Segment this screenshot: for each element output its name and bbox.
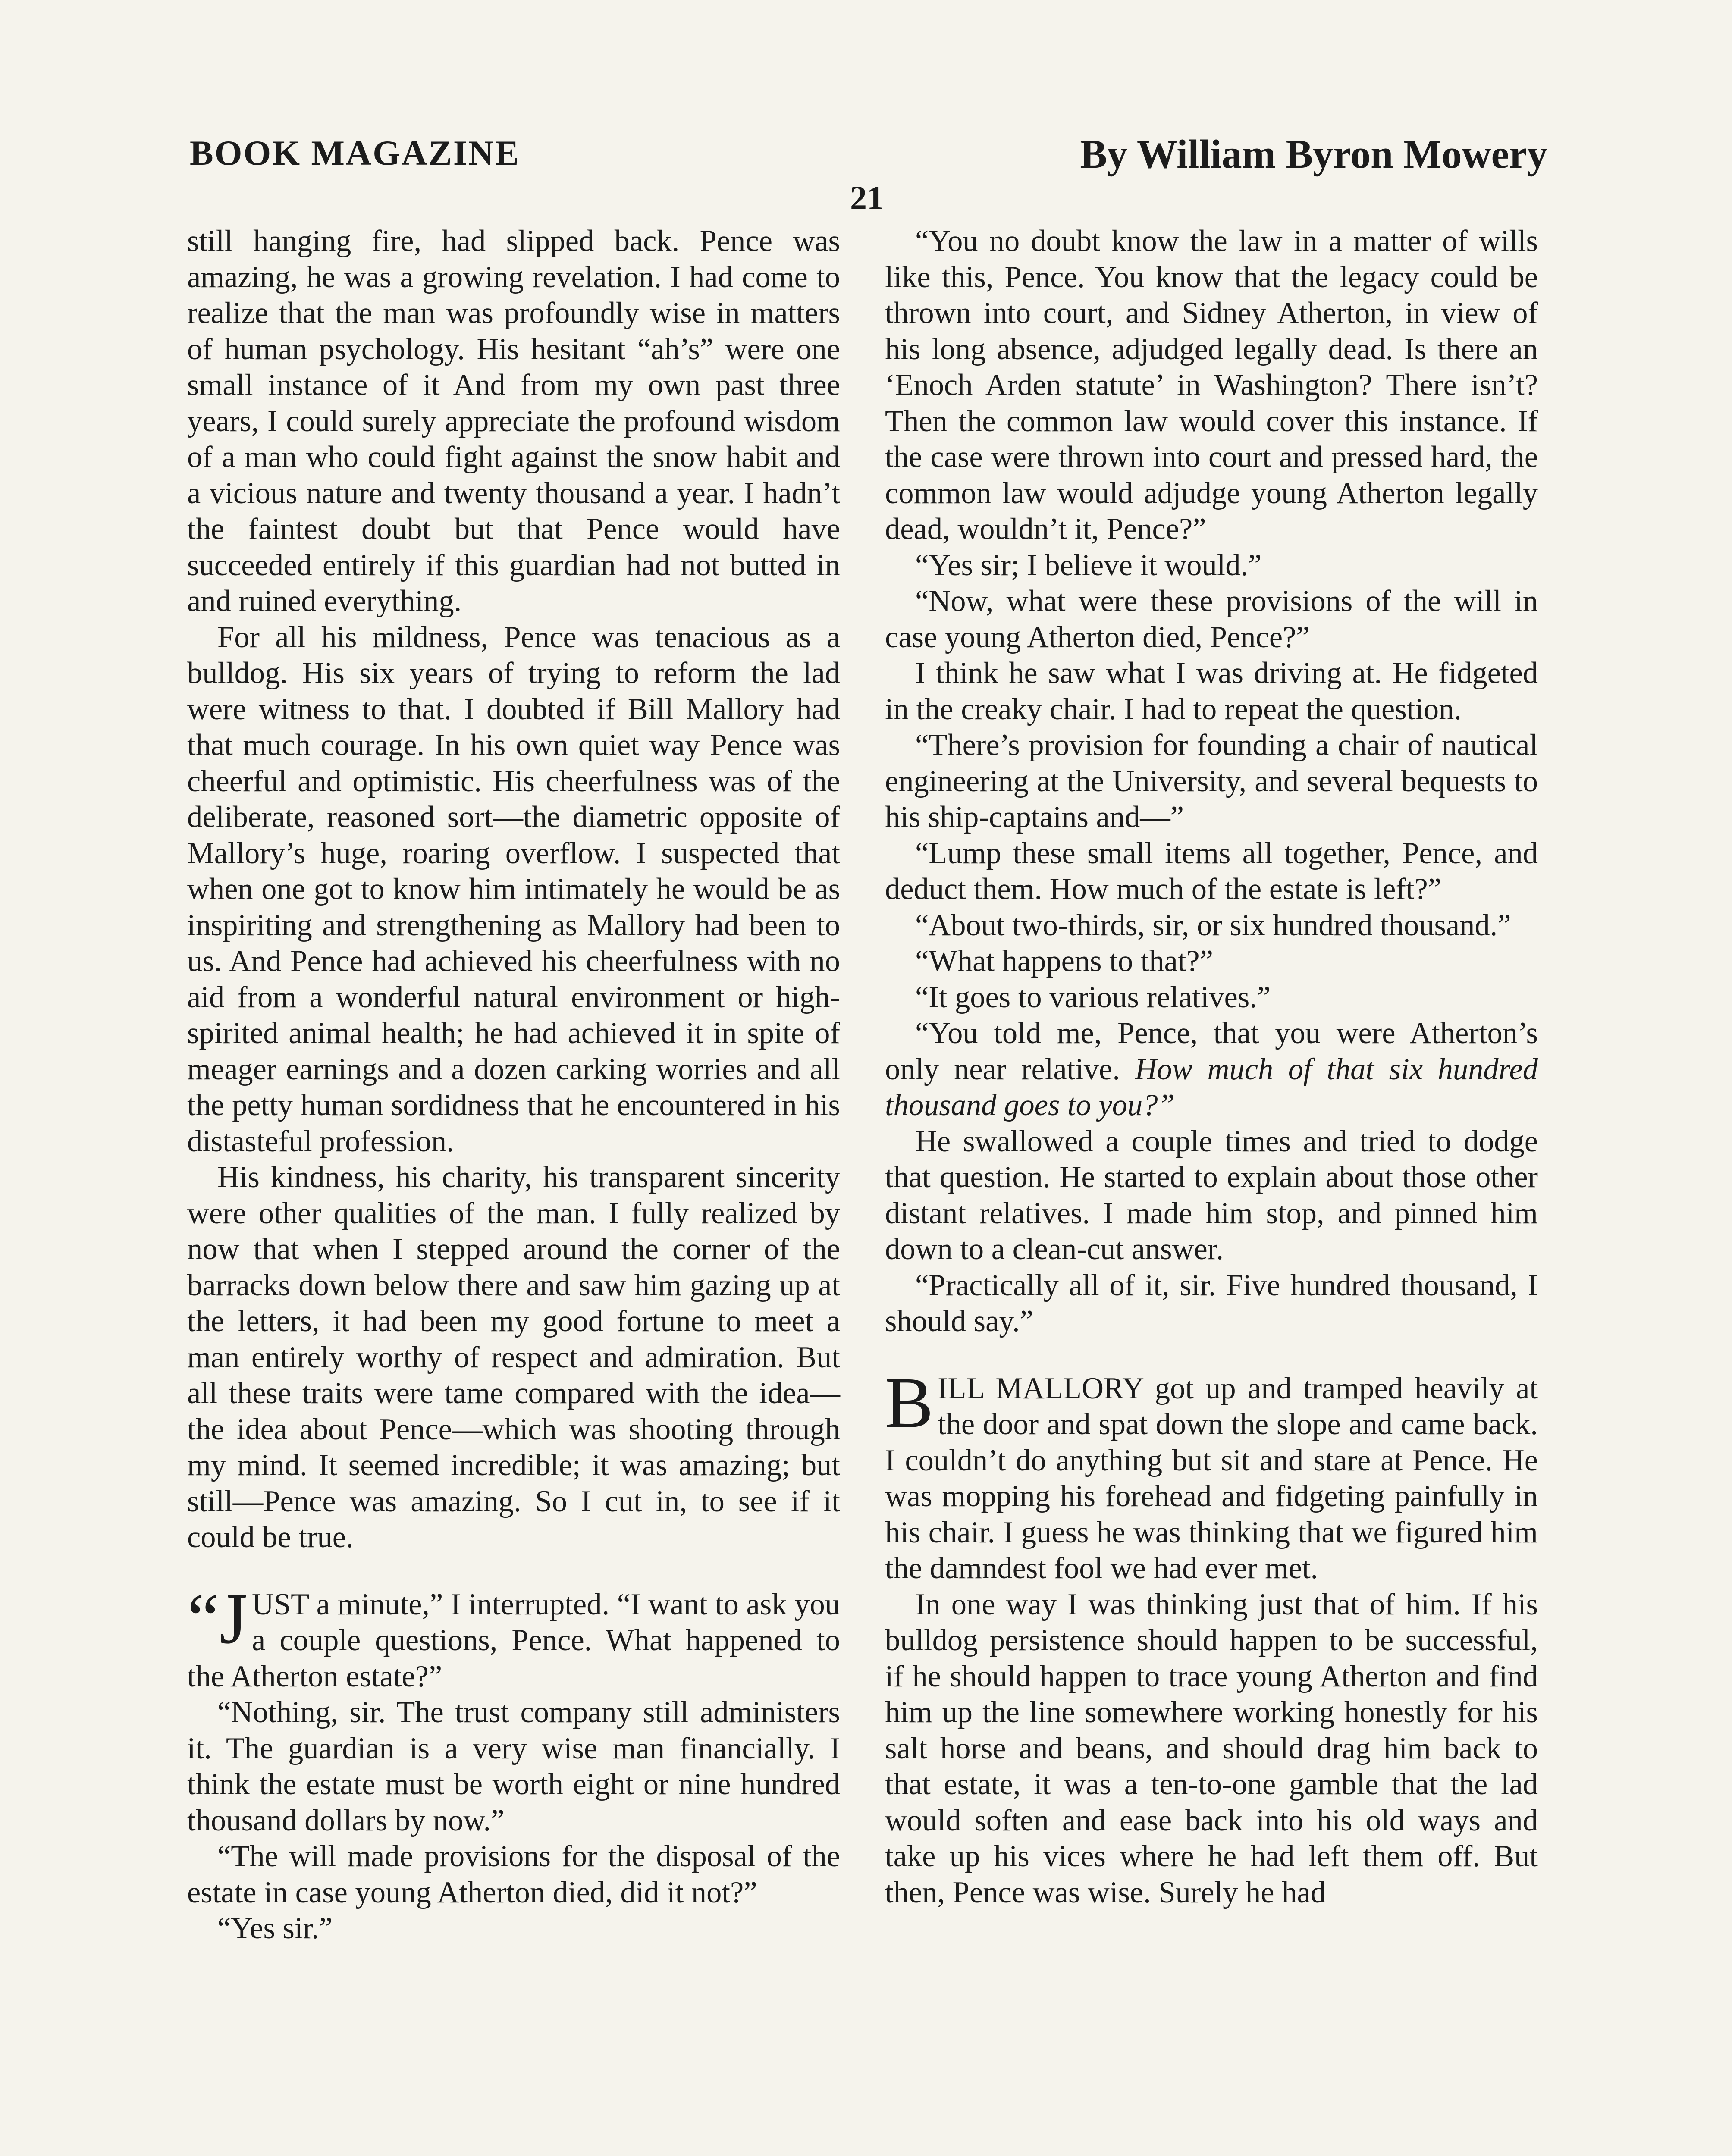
drop-cap: “J [187,1578,248,1659]
paragraph: still hanging fire, had slipped back. Pence was amazing, he was a growing revelation. I had come to realize that the man was profoundly wise in matters of human psychology. His hesitant “ah’s” were one small instance of it And from my own past three years, I could surely appreciate the profound wisdom of a man who could fight against the snow habit and a vicious nature and twenty thousand a year. I hadn’t the faintest doubt but that Pence would have succeeded entirely if this guardian had not butted in and ruined everything. [187,224,840,618]
publication-name: BOOK MAGAZINE [190,133,520,172]
paragraph: “What happens to that?” [915,944,1213,978]
paragraph: “There’s provision for founding a chair of nautical engineering at the University, and several bequests to his ship-captains and—” [885,728,1538,834]
paragraph: “About two-thirds, sir, or six hundred thousand.” [915,908,1511,942]
paragraph-text: ILL MALLORY got up and tramped heavily at the door and spat down the slope and came back. I couldn’t do anything but sit and stare at Pence. He was mopping his forehead and fidgeting painfully in his chair. I guess he was thinking that we figured him the damndest fool we had ever met. [885,1371,1538,1585]
paragraph-dropcap [885,1362,1538,1587]
paragraph [885,1015,1538,1124]
paragraph: In one way I was thinking just that of him. If his bulldog persistence should happen to be successful, if he should happen to trace young Atherton and find him up the line somewhere working honestly for his salt horse and beans, and should drag him back to that estate, it was a ten-to-one gamble that the lad would soften and ease back into his old ways and take up his vices where he had left them off. But then, Pence was wise. Surely he had [885,1587,1538,1909]
paragraph: “Now, what were these provisions of the will in case young Atherton died, Pence?” [885,584,1538,654]
paragraph: “You no doubt know the law in a matter of wills like this, Pence. You know that the legacy could be thrown into court, and Sidney Atherton, in view of his long absence, adjudged legally dead. Is there an ‘Enoch Arden statute’ in Washington? There isn’t? Then the common law would cover this instance. If the case were thrown into court and pressed hard, the common law would adjudge young Atherton legally dead, wouldn’t it, Pence?” [885,224,1538,546]
paragraph: “Yes sir.” [217,1912,333,1945]
paragraph-dropcap [187,1578,840,1695]
right-column [885,223,1538,1911]
paragraph: “Lump these small items all together, Pence, and deduct them. How much of the estate is left?” [885,836,1538,906]
paragraph: “Yes sir; I believe it would.” [915,548,1262,582]
paragraph: His kindness, his charity, his transparent sincerity were other qualities of the man. I fully realized by now that when I stepped around the corner of the barracks down below there and saw him gazing up at the letters, it had been my good fortune to meet a man entirely worthy of respect and admiration. But all these traits were tame compared with the idea—the idea about Pence—which was shooting through my mind. It seemed incredible; it was amazing; but still—Pence was amazing. So I cut in, to see if it could be true. [187,1160,840,1554]
paragraph: “Practically all of it, sir. Five hundred thousand, I should say.” [885,1268,1538,1338]
paragraph: “Nothing, sir. The trust company still administers it. The guardian is a very wise man financially. I think the estate must be worth eight or nine hundred thousand dollars by now.” [187,1695,840,1837]
author-byline: By William Byron Mowery [1080,132,1547,177]
paragraph: “The will made provisions for the disposal of the estate in case young Atherton died, did it not?” [187,1839,840,1909]
paragraph: I think he saw what I was driving at. He fidgeted in the creaky chair. I had to repeat the question. [885,656,1538,726]
paragraph-text: UST a minute,” I interrupted. “I want to ask you a couple questions, Pence. What happened to the Atherton estate?” [187,1587,840,1693]
paragraph-text: “You told me, Pence, that you were Atherton’s only near relative. [885,1016,1538,1086]
left-column [187,223,840,1947]
italic-text: How much of that six hundred thousand goes to you?” [885,1052,1538,1122]
drop-cap: B [885,1362,934,1443]
paragraph: He swallowed a couple times and tried to dodge that question. He started to explain about those other distant relatives. I made him stop, and pinned him down to a clean-cut answer. [885,1124,1538,1266]
paragraph: For all his mildness, Pence was tenacious as a bulldog. His six years of trying to reform the lad were witness to that. I doubted if Bill Mallory had that much courage. In his own quiet way Pence was cheerful and optimistic. His cheerfulness was of the deliberate, reasoned sort—the diametric opposite of Mallory’s huge, roaring overflow. I suspected that when one got to know him intimately he would be as inspiriting and strengthening as Mallory had been to us. And Pence had achieved his cheerfulness with no aid from a wonderful natural environment or high-spirited animal health; he had achieved it in spite of meager earnings and a dozen carking worries and all the petty human sordidness that he encountered in his distasteful profession. [187,620,840,1158]
page-number: 21 [850,179,884,216]
paragraph: “It goes to various relatives.” [915,980,1271,1014]
